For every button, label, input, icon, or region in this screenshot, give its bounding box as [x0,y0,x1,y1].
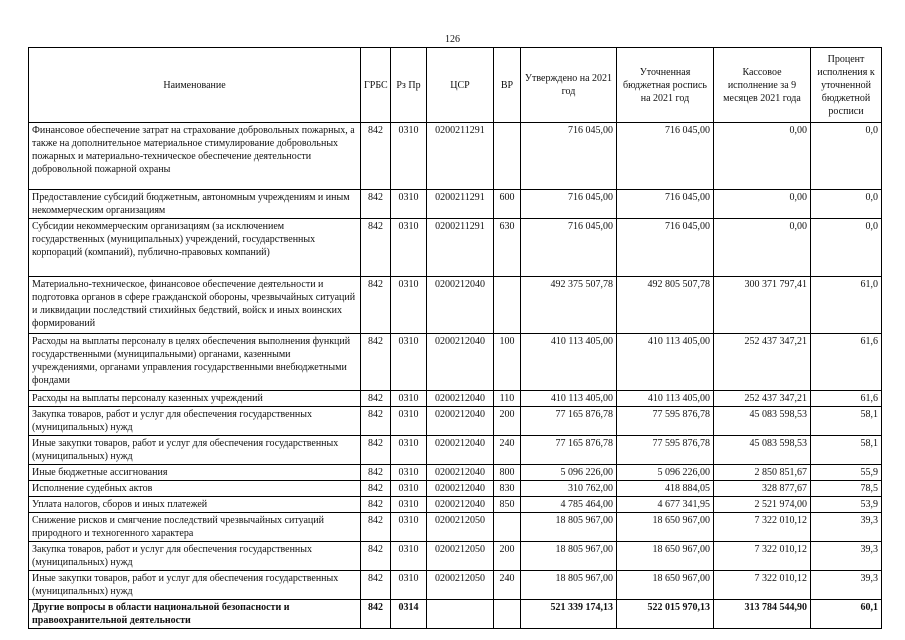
cell-name: Иные бюджетные ассигнования [29,465,361,481]
table-row [29,513,882,542]
cell-vr [494,123,521,190]
cell-percent: 61,0 [811,277,882,334]
table-row [29,277,882,334]
cell-name: Закупка товаров, работ и услуг для обеспечения государственных (муниципальных) нужд [29,542,361,571]
cell-approved: 5 096 226,00 [521,465,617,481]
cell-cash: 7 322 010,12 [714,571,811,600]
cell-cash: 252 437 347,21 [714,334,811,391]
cell-vr: 600 [494,190,521,219]
cell-csr: 0200211291 [427,190,494,219]
cell-grbs: 842 [361,123,391,190]
cell-refined: 4 677 341,95 [617,497,714,513]
cell-cash: 7 322 010,12 [714,513,811,542]
table-row [29,407,882,436]
cell-csr: 0200212040 [427,436,494,465]
cell-name: Расходы на выплаты персоналу казенных учреждений [29,391,361,407]
cell-csr: 0200212050 [427,513,494,542]
cell-name: Предоставление субсидий бюджетным, автономным учреждениям и иным некоммерческим организациям [29,190,361,219]
table-row [29,465,882,481]
cell-rzpr: 0314 [391,600,427,629]
cell-approved: 410 113 405,00 [521,391,617,407]
cell-refined: 492 805 507,78 [617,277,714,334]
cell-rzpr: 0310 [391,123,427,190]
cell-refined: 77 595 876,78 [617,407,714,436]
cell-approved: 716 045,00 [521,123,617,190]
cell-vr: 850 [494,497,521,513]
cell-percent: 61,6 [811,391,882,407]
cell-cash: 2 850 851,67 [714,465,811,481]
cell-percent: 61,6 [811,334,882,391]
cell-name: Иные закупки товаров, работ и услуг для обеспечения государственных (муниципальных) нужд [29,571,361,600]
cell-cash: 45 083 598,53 [714,436,811,465]
cell-name: Материально-техническое, финансовое обеспечение деятельности и подготовка органов в сфере гражданской обороны, чрезвычайных ситуаций и ликвидации последствий стихийных бедствий, войск и иных воинских формирований [29,277,361,334]
cell-cash: 0,00 [714,219,811,277]
cell-grbs: 842 [361,277,391,334]
cell-percent: 0,0 [811,190,882,219]
table-row [29,481,882,497]
cell-refined: 522 015 970,13 [617,600,714,629]
cell-refined: 410 113 405,00 [617,391,714,407]
cell-vr [494,513,521,542]
cell-grbs: 842 [361,571,391,600]
cell-percent: 58,1 [811,407,882,436]
cell-grbs: 842 [361,391,391,407]
table-row [29,190,882,219]
cell-csr: 0200212040 [427,497,494,513]
cell-csr: 0200212040 [427,481,494,497]
cell-vr: 110 [494,391,521,407]
cell-cash: 328 877,67 [714,481,811,497]
cell-name: Иные закупки товаров, работ и услуг для обеспечения государственных (муниципальных) нужд [29,436,361,465]
cell-cash: 45 083 598,53 [714,407,811,436]
cell-approved: 310 762,00 [521,481,617,497]
cell-vr: 830 [494,481,521,497]
cell-name: Уплата налогов, сборов и иных платежей [29,497,361,513]
cell-approved: 77 165 876,78 [521,436,617,465]
cell-approved: 18 805 967,00 [521,571,617,600]
cell-grbs: 842 [361,407,391,436]
page-number: 126 [445,34,460,45]
cell-cash: 7 322 010,12 [714,542,811,571]
col-header-approved: Утверждено на 2021 год [521,48,617,123]
col-header-percent: Процент исполнения к уточненной бюджетной росписи [811,48,882,123]
cell-rzpr: 0310 [391,481,427,497]
cell-name: Субсидии некоммерческим организациям (за исключением государственных (муниципальных) учреждений, государственных корпораций (компаний), публично-правовых компаний) [29,219,361,277]
cell-csr: 0200211291 [427,123,494,190]
cell-approved: 716 045,00 [521,219,617,277]
cell-refined: 77 595 876,78 [617,436,714,465]
header-row [29,48,882,123]
cell-grbs: 842 [361,436,391,465]
cell-refined: 18 650 967,00 [617,542,714,571]
cell-name: Исполнение судебных актов [29,481,361,497]
cell-name: Финансовое обеспечение затрат на страхование добровольных пожарных, а также на дополнительное материальное стимулирование добровольных пожарных и материально-техническое обеспечение деятельности добровольной пожарной охраны [29,123,361,190]
cell-grbs: 842 [361,513,391,542]
cell-rzpr: 0310 [391,391,427,407]
cell-vr [494,600,521,629]
cell-approved: 18 805 967,00 [521,513,617,542]
budget-table [28,47,882,629]
cell-vr: 240 [494,436,521,465]
cell-rzpr: 0310 [391,407,427,436]
cell-rzpr: 0310 [391,190,427,219]
cell-vr: 630 [494,219,521,277]
col-header-cash: Кассовое исполнение за 9 месяцев 2021 года [714,48,811,123]
col-header-csr: ЦСР [427,48,494,123]
cell-refined: 716 045,00 [617,123,714,190]
cell-csr: 0200212040 [427,465,494,481]
cell-percent: 0,0 [811,123,882,190]
cell-cash: 313 784 544,90 [714,600,811,629]
cell-cash: 2 521 974,00 [714,497,811,513]
cell-grbs: 842 [361,334,391,391]
cell-cash: 0,00 [714,123,811,190]
cell-cash: 300 371 797,41 [714,277,811,334]
cell-name: Закупка товаров, работ и услуг для обеспечения государственных (муниципальных) нужд [29,407,361,436]
table-row [29,123,882,190]
cell-vr: 100 [494,334,521,391]
cell-csr: 0200212040 [427,277,494,334]
cell-rzpr: 0310 [391,334,427,391]
cell-percent: 39,3 [811,542,882,571]
col-header-vr: ВР [494,48,521,123]
col-header-grbs: ГРБС [361,48,391,123]
table-row [29,571,882,600]
cell-vr: 200 [494,542,521,571]
cell-rzpr: 0310 [391,513,427,542]
cell-approved: 18 805 967,00 [521,542,617,571]
cell-cash: 0,00 [714,190,811,219]
cell-csr: 0200212050 [427,571,494,600]
table-row [29,219,882,277]
cell-csr: 0200212040 [427,334,494,391]
cell-rzpr: 0310 [391,497,427,513]
cell-name: Снижение рисков и смягчение последствий чрезвычайных ситуаций природного и техногенного характера [29,513,361,542]
col-header-refined: Уточненная бюджетная роспись на 2021 год [617,48,714,123]
cell-grbs: 842 [361,190,391,219]
table-row [29,436,882,465]
cell-grbs: 842 [361,600,391,629]
cell-cash: 252 437 347,21 [714,391,811,407]
table-row [29,334,882,391]
cell-csr: 0200212040 [427,391,494,407]
cell-refined: 418 884,05 [617,481,714,497]
cell-percent: 55,9 [811,465,882,481]
cell-refined: 5 096 226,00 [617,465,714,481]
col-header-name: Наименование [29,48,361,123]
cell-percent: 60,1 [811,600,882,629]
cell-rzpr: 0310 [391,465,427,481]
cell-name: Расходы на выплаты персоналу в целях обеспечения выполнения функций государственными (муниципальными) органами, казенными учреждениями, органами управления государственными внебюджетными фондами [29,334,361,391]
cell-approved: 77 165 876,78 [521,407,617,436]
cell-percent: 39,3 [811,513,882,542]
cell-approved: 716 045,00 [521,190,617,219]
cell-csr: 0200212050 [427,542,494,571]
table-row [29,497,882,513]
cell-rzpr: 0310 [391,277,427,334]
cell-approved: 4 785 464,00 [521,497,617,513]
cell-percent: 39,3 [811,571,882,600]
cell-name: Другие вопросы в области национальной безопасности и правоохранительной деятельности [29,600,361,629]
cell-refined: 716 045,00 [617,219,714,277]
cell-grbs: 842 [361,481,391,497]
cell-grbs: 842 [361,542,391,571]
table-row [29,391,882,407]
cell-vr: 200 [494,407,521,436]
cell-approved: 410 113 405,00 [521,334,617,391]
cell-percent: 58,1 [811,436,882,465]
cell-vr: 800 [494,465,521,481]
cell-vr [494,277,521,334]
cell-refined: 18 650 967,00 [617,571,714,600]
col-header-rzpr: Рз Пр [391,48,427,123]
cell-grbs: 842 [361,497,391,513]
cell-refined: 716 045,00 [617,190,714,219]
cell-rzpr: 0310 [391,219,427,277]
cell-refined: 410 113 405,00 [617,334,714,391]
cell-csr [427,600,494,629]
cell-approved: 521 339 174,13 [521,600,617,629]
cell-rzpr: 0310 [391,542,427,571]
table-row [29,600,882,629]
table-row [29,542,882,571]
cell-csr: 0200212040 [427,407,494,436]
cell-grbs: 842 [361,465,391,481]
cell-percent: 0,0 [811,219,882,277]
cell-refined: 18 650 967,00 [617,513,714,542]
cell-vr: 240 [494,571,521,600]
cell-rzpr: 0310 [391,571,427,600]
cell-grbs: 842 [361,219,391,277]
cell-rzpr: 0310 [391,436,427,465]
cell-csr: 0200211291 [427,219,494,277]
cell-percent: 53,9 [811,497,882,513]
cell-approved: 492 375 507,78 [521,277,617,334]
cell-percent: 78,5 [811,481,882,497]
